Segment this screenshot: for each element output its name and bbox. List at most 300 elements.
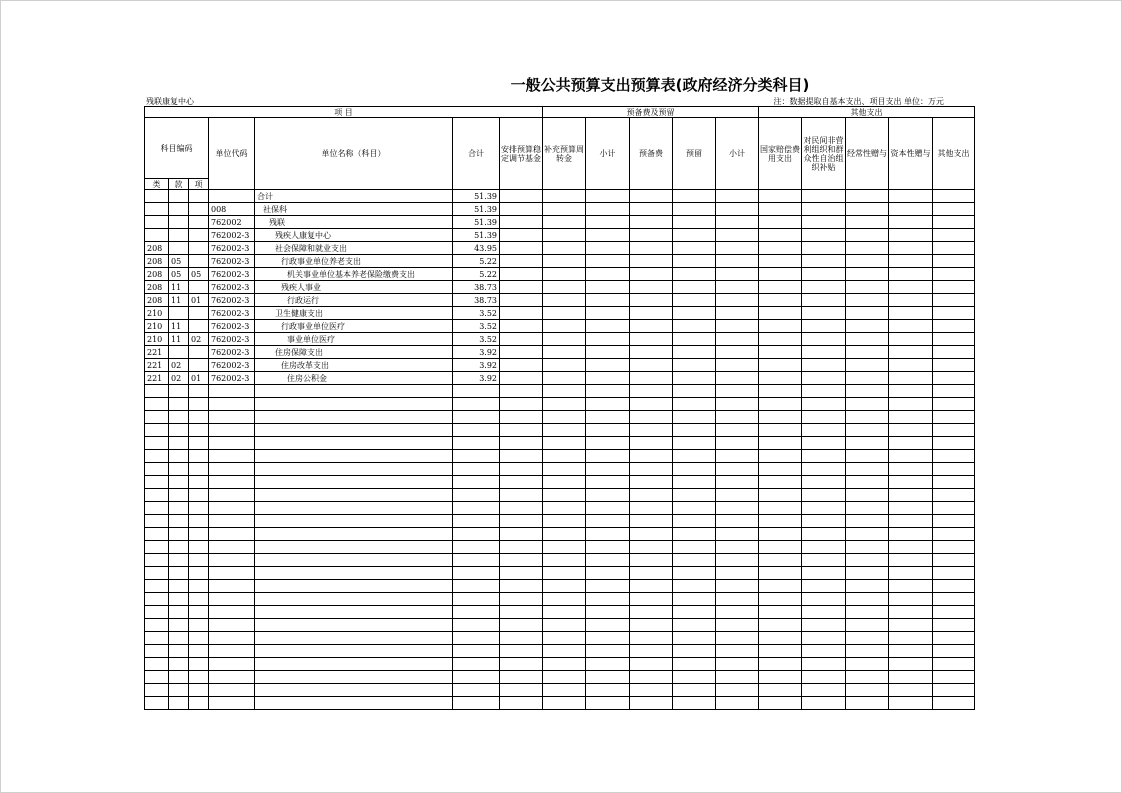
cell-empty <box>933 554 975 567</box>
header-unit-name: 单位名称（科目） <box>255 118 453 190</box>
cell-empty <box>933 398 975 411</box>
organization-name: 残联康复中心 <box>146 97 194 106</box>
cell-empty <box>889 502 933 515</box>
cell-empty <box>846 437 889 450</box>
cell-empty <box>759 606 802 619</box>
cell-empty <box>586 203 630 216</box>
cell-empty <box>889 658 933 671</box>
cell-empty <box>846 281 889 294</box>
cell-empty <box>500 476 543 489</box>
cell-empty <box>846 268 889 281</box>
cell-empty <box>630 411 673 424</box>
cell-empty <box>846 658 889 671</box>
header-unit-code: 单位代码 <box>209 118 255 190</box>
cell-empty <box>145 463 169 476</box>
cell-empty <box>500 606 543 619</box>
cell-empty <box>889 671 933 684</box>
cell-empty <box>453 398 500 411</box>
cell-empty <box>673 541 716 554</box>
cell-empty <box>716 320 759 333</box>
cell-empty <box>500 632 543 645</box>
cell-empty <box>889 229 933 242</box>
cell-empty <box>630 229 673 242</box>
cell-empty <box>846 645 889 658</box>
cell-unit-code: 762002-3 <box>209 333 255 346</box>
cell-empty <box>933 242 975 255</box>
cell-empty <box>716 190 759 203</box>
header-state-compensation: 国家赔偿费用支出 <box>759 118 802 190</box>
cell-empty <box>543 697 586 710</box>
cell-empty <box>716 268 759 281</box>
cell-empty <box>846 619 889 632</box>
cell-empty <box>846 632 889 645</box>
cell-unit-name: 社会保障和就业支出 <box>255 242 453 255</box>
cell-empty <box>889 411 933 424</box>
cell-empty <box>889 242 933 255</box>
cell-total: 5.22 <box>453 268 500 281</box>
cell-empty <box>889 580 933 593</box>
cell-empty <box>673 476 716 489</box>
cell-empty <box>759 515 802 528</box>
cell-xiang <box>189 281 209 294</box>
cell-empty <box>169 606 189 619</box>
cell-empty <box>759 645 802 658</box>
cell-empty <box>933 307 975 320</box>
cell-empty <box>933 281 975 294</box>
cell-empty <box>255 684 453 697</box>
cell-kuan <box>169 242 189 255</box>
cell-empty <box>543 190 586 203</box>
cell-empty <box>453 671 500 684</box>
empty-row <box>145 463 975 476</box>
cell-empty <box>453 567 500 580</box>
cell-empty <box>145 437 169 450</box>
cell-empty <box>802 411 846 424</box>
cell-empty <box>889 632 933 645</box>
table-row <box>145 333 975 346</box>
cell-lei <box>145 216 169 229</box>
cell-empty <box>500 593 543 606</box>
cell-total: 51.39 <box>453 203 500 216</box>
cell-empty <box>759 463 802 476</box>
cell-empty <box>209 502 255 515</box>
cell-empty <box>209 684 255 697</box>
cell-empty <box>145 411 169 424</box>
cell-lei: 221 <box>145 346 169 359</box>
header-other-expense: 其他支出 <box>933 118 975 190</box>
cell-empty <box>933 294 975 307</box>
cell-empty <box>759 307 802 320</box>
cell-empty <box>630 385 673 398</box>
cell-empty <box>500 437 543 450</box>
cell-empty <box>716 502 759 515</box>
cell-empty <box>209 385 255 398</box>
cell-unit-name: 行政事业单位医疗 <box>255 320 453 333</box>
cell-empty <box>933 268 975 281</box>
cell-empty <box>255 463 453 476</box>
cell-empty <box>500 528 543 541</box>
cell-empty <box>759 346 802 359</box>
cell-empty <box>169 645 189 658</box>
cell-empty <box>543 463 586 476</box>
cell-empty <box>543 216 586 229</box>
cell-empty <box>846 476 889 489</box>
cell-empty <box>630 645 673 658</box>
cell-empty <box>933 684 975 697</box>
cell-xiang <box>189 255 209 268</box>
cell-empty <box>586 515 630 528</box>
cell-empty <box>630 554 673 567</box>
cell-empty <box>500 398 543 411</box>
cell-empty <box>673 372 716 385</box>
cell-total: 5.22 <box>453 255 500 268</box>
cell-empty <box>169 658 189 671</box>
cell-empty <box>169 411 189 424</box>
cell-empty <box>889 255 933 268</box>
cell-unit-name: 住房改革支出 <box>255 359 453 372</box>
cell-empty <box>846 580 889 593</box>
cell-empty <box>673 294 716 307</box>
cell-empty <box>169 398 189 411</box>
cell-empty <box>500 255 543 268</box>
cell-empty <box>189 671 209 684</box>
cell-empty <box>673 697 716 710</box>
cell-empty <box>500 294 543 307</box>
cell-unit-name: 社保科 <box>255 203 453 216</box>
cell-empty <box>673 515 716 528</box>
cell-empty <box>673 203 716 216</box>
header-lei: 类 <box>145 179 169 190</box>
cell-xiang <box>189 203 209 216</box>
cell-empty <box>500 684 543 697</box>
cell-empty <box>673 658 716 671</box>
cell-empty <box>543 606 586 619</box>
cell-unit-code: 762002-3 <box>209 281 255 294</box>
cell-empty <box>543 593 586 606</box>
cell-empty <box>453 632 500 645</box>
cell-total: 3.52 <box>453 333 500 346</box>
cell-unit-name: 卫生健康支出 <box>255 307 453 320</box>
cell-empty <box>759 541 802 554</box>
cell-kuan <box>169 190 189 203</box>
cell-empty <box>673 385 716 398</box>
cell-empty <box>716 450 759 463</box>
table-row <box>145 346 975 359</box>
cell-empty <box>255 541 453 554</box>
cell-empty <box>630 489 673 502</box>
cell-empty <box>846 593 889 606</box>
cell-empty <box>716 307 759 320</box>
cell-empty <box>453 697 500 710</box>
cell-empty <box>802 281 846 294</box>
cell-empty <box>453 411 500 424</box>
cell-empty <box>802 489 846 502</box>
cell-empty <box>759 268 802 281</box>
empty-row <box>145 580 975 593</box>
cell-unit-code: 762002-3 <box>209 320 255 333</box>
cell-empty <box>453 554 500 567</box>
cell-empty <box>802 658 846 671</box>
cell-empty <box>716 645 759 658</box>
cell-empty <box>889 359 933 372</box>
cell-empty <box>889 307 933 320</box>
cell-empty <box>630 372 673 385</box>
cell-xiang <box>189 359 209 372</box>
cell-empty <box>889 606 933 619</box>
cell-empty <box>169 684 189 697</box>
cell-empty <box>189 567 209 580</box>
cell-empty <box>500 307 543 320</box>
cell-empty <box>759 697 802 710</box>
header-subtotal-other: 小计 <box>716 118 759 190</box>
cell-empty <box>846 216 889 229</box>
cell-empty <box>716 671 759 684</box>
cell-empty <box>716 528 759 541</box>
empty-row <box>145 619 975 632</box>
cell-empty <box>933 229 975 242</box>
cell-empty <box>586 229 630 242</box>
cell-empty <box>169 619 189 632</box>
cell-empty <box>586 398 630 411</box>
cell-empty <box>543 632 586 645</box>
cell-empty <box>543 476 586 489</box>
cell-empty <box>453 463 500 476</box>
cell-empty <box>255 632 453 645</box>
cell-empty <box>846 502 889 515</box>
cell-empty <box>543 671 586 684</box>
cell-empty <box>586 541 630 554</box>
cell-empty <box>889 619 933 632</box>
cell-lei: 208 <box>145 255 169 268</box>
cell-xiang <box>189 229 209 242</box>
cell-empty <box>630 346 673 359</box>
cell-empty <box>586 216 630 229</box>
cell-empty <box>846 190 889 203</box>
cell-unit-code: 762002-3 <box>209 255 255 268</box>
cell-empty <box>586 333 630 346</box>
cell-empty <box>169 593 189 606</box>
cell-empty <box>453 541 500 554</box>
cell-empty <box>933 541 975 554</box>
empty-row <box>145 593 975 606</box>
header-subtotal-reserve: 小计 <box>586 118 630 190</box>
cell-kuan: 05 <box>169 255 189 268</box>
cell-empty <box>802 333 846 346</box>
cell-lei: 221 <box>145 372 169 385</box>
cell-empty <box>209 671 255 684</box>
cell-empty <box>802 320 846 333</box>
header-nonprofit-subsidy: 对民间非营利组织和群众性自治组织补贴 <box>802 118 846 190</box>
empty-row <box>145 554 975 567</box>
cell-empty <box>846 307 889 320</box>
cell-empty <box>759 385 802 398</box>
cell-empty <box>846 229 889 242</box>
cell-total: 43.95 <box>453 242 500 255</box>
cell-empty <box>500 697 543 710</box>
cell-empty <box>889 281 933 294</box>
cell-empty <box>169 489 189 502</box>
cell-xiang <box>189 216 209 229</box>
cell-total: 3.52 <box>453 307 500 320</box>
cell-empty <box>846 567 889 580</box>
cell-empty <box>933 632 975 645</box>
cell-empty <box>543 567 586 580</box>
cell-lei: 208 <box>145 294 169 307</box>
cell-empty <box>716 580 759 593</box>
cell-empty <box>255 437 453 450</box>
cell-empty <box>453 645 500 658</box>
cell-empty <box>586 593 630 606</box>
empty-row <box>145 450 975 463</box>
cell-xiang: 01 <box>189 294 209 307</box>
cell-empty <box>189 606 209 619</box>
cell-empty <box>802 398 846 411</box>
cell-empty <box>716 255 759 268</box>
cell-empty <box>586 463 630 476</box>
empty-row <box>145 671 975 684</box>
cell-empty <box>500 645 543 658</box>
table-row <box>145 229 975 242</box>
budget-table <box>144 106 975 710</box>
page-title: 一般公共预算支出预算表(政府经济分类科目) <box>510 76 810 94</box>
cell-empty <box>802 463 846 476</box>
cell-empty <box>759 255 802 268</box>
cell-empty <box>933 645 975 658</box>
cell-lei: 210 <box>145 333 169 346</box>
cell-empty <box>189 398 209 411</box>
cell-empty <box>189 385 209 398</box>
cell-kuan <box>169 216 189 229</box>
cell-empty <box>802 528 846 541</box>
cell-empty <box>716 203 759 216</box>
cell-empty <box>500 216 543 229</box>
cell-total: 51.39 <box>453 229 500 242</box>
cell-empty <box>500 580 543 593</box>
cell-empty <box>933 437 975 450</box>
cell-empty <box>802 437 846 450</box>
cell-empty <box>586 424 630 437</box>
cell-empty <box>500 424 543 437</box>
cell-empty <box>169 450 189 463</box>
cell-empty <box>209 411 255 424</box>
cell-empty <box>255 645 453 658</box>
cell-empty <box>453 528 500 541</box>
cell-empty <box>933 593 975 606</box>
cell-total: 38.73 <box>453 281 500 294</box>
cell-empty <box>255 567 453 580</box>
cell-empty <box>169 671 189 684</box>
cell-empty <box>169 541 189 554</box>
cell-empty <box>846 372 889 385</box>
cell-empty <box>169 632 189 645</box>
cell-empty <box>145 489 169 502</box>
cell-empty <box>759 554 802 567</box>
cell-empty <box>255 658 453 671</box>
cell-empty <box>209 463 255 476</box>
cell-empty <box>846 606 889 619</box>
empty-row <box>145 437 975 450</box>
cell-empty <box>889 372 933 385</box>
header-kuan: 款 <box>169 179 189 190</box>
cell-empty <box>933 216 975 229</box>
cell-empty <box>543 437 586 450</box>
cell-empty <box>759 216 802 229</box>
cell-kuan: 11 <box>169 281 189 294</box>
cell-empty <box>630 567 673 580</box>
cell-empty <box>759 372 802 385</box>
cell-empty <box>209 697 255 710</box>
cell-empty <box>889 398 933 411</box>
cell-empty <box>716 333 759 346</box>
cell-empty <box>586 580 630 593</box>
cell-empty <box>759 567 802 580</box>
cell-unit-code: 762002-3 <box>209 242 255 255</box>
cell-empty <box>500 203 543 216</box>
cell-empty <box>889 528 933 541</box>
cell-empty <box>543 424 586 437</box>
cell-empty <box>543 658 586 671</box>
cell-empty <box>759 359 802 372</box>
cell-empty <box>673 437 716 450</box>
cell-empty <box>543 333 586 346</box>
cell-empty <box>189 502 209 515</box>
cell-empty <box>453 424 500 437</box>
cell-empty <box>630 515 673 528</box>
cell-empty <box>543 229 586 242</box>
cell-empty <box>145 619 169 632</box>
cell-empty <box>716 541 759 554</box>
cell-empty <box>630 203 673 216</box>
cell-empty <box>500 411 543 424</box>
cell-empty <box>673 268 716 281</box>
cell-empty <box>673 619 716 632</box>
cell-empty <box>453 593 500 606</box>
cell-empty <box>586 281 630 294</box>
cell-empty <box>630 255 673 268</box>
cell-empty <box>759 411 802 424</box>
cell-empty <box>189 580 209 593</box>
cell-empty <box>802 190 846 203</box>
cell-empty <box>255 411 453 424</box>
cell-empty <box>543 580 586 593</box>
cell-kuan: 02 <box>169 372 189 385</box>
cell-empty <box>586 437 630 450</box>
cell-empty <box>846 554 889 567</box>
cell-empty <box>145 593 169 606</box>
table-row <box>145 320 975 333</box>
cell-empty <box>453 385 500 398</box>
cell-empty <box>759 502 802 515</box>
cell-kuan <box>169 229 189 242</box>
cell-empty <box>255 398 453 411</box>
cell-empty <box>846 333 889 346</box>
cell-unit-code: 762002-3 <box>209 346 255 359</box>
cell-empty <box>145 632 169 645</box>
cell-empty <box>543 554 586 567</box>
cell-empty <box>716 398 759 411</box>
cell-empty <box>630 398 673 411</box>
cell-empty <box>846 346 889 359</box>
cell-unit-name: 合计 <box>255 190 453 203</box>
cell-kuan: 02 <box>169 359 189 372</box>
cell-unit-name: 事业单位医疗 <box>255 333 453 346</box>
cell-empty <box>802 606 846 619</box>
cell-empty <box>846 359 889 372</box>
table-row <box>145 281 975 294</box>
cell-empty <box>673 398 716 411</box>
cell-empty <box>145 567 169 580</box>
cell-empty <box>716 593 759 606</box>
